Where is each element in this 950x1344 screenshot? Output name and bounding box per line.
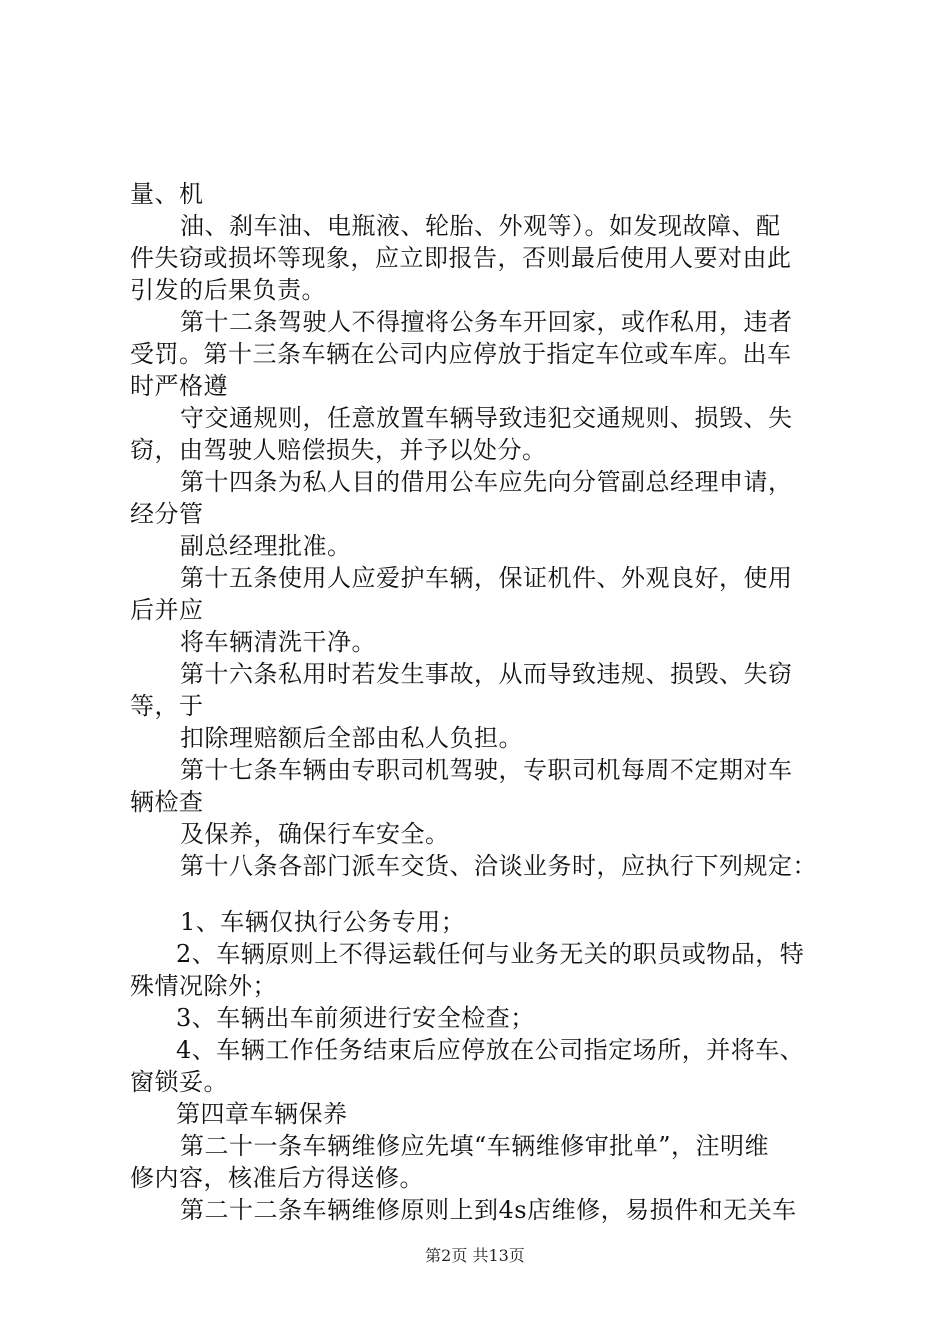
text-line: 守交通规则，任意放置车辆导致违犯交通规则、损毁、失 (180, 404, 793, 432)
text-line: 第二十二条车辆维修原则上到4s店维修，易损件和无关车 (180, 1196, 797, 1224)
text-line: 第二十一条车辆维修应先填“车辆维修审批单”，注明维 (180, 1132, 770, 1160)
page-number-footer: 第2页 共13页 (425, 1246, 525, 1265)
text-line: 第十八条各部门派车交货、洽谈业务时，应执行下列规定： (180, 852, 817, 880)
text-line: 扣除理赔额后全部由私人负担。 (180, 724, 523, 752)
text-line: 窗锁妥。 (130, 1068, 228, 1096)
text-line: 引发的后果负责。 (130, 276, 326, 304)
text-line: 受罚。第十三条车辆在公司内应停放于指定车位或车库。出车 (130, 340, 792, 368)
text-line: 时严格遵 (130, 372, 228, 400)
text-line: 油、刹车油、电瓶液、轮胎、外观等）。如发现故障、配 (180, 212, 781, 240)
text-line: 量、机 (130, 180, 204, 208)
text-line: 第十七条车辆由专职司机驾驶，专职司机每周不定期对车 (180, 756, 793, 784)
chapter-heading: 第四章车辆保养 (176, 1100, 348, 1128)
text-line: 将车辆清洗干净。 (180, 628, 376, 656)
text-line: 第十二条驾驶人不得擅将公务车开回家，或作私用，违者 (180, 308, 793, 336)
text-line: 等，于 (130, 692, 204, 720)
text-line: 殊情况除外； (130, 972, 277, 1000)
text-line: 副总经理批准。 (180, 532, 352, 560)
text-line: 后并应 (130, 596, 204, 624)
list-item: 2、车辆原则上不得运载任何与业务无关的职员或物品，特 (176, 940, 805, 968)
list-item: 3、车辆出车前须进行安全检查； (176, 1004, 535, 1032)
text-line: 辆检查 (130, 788, 204, 816)
text-line: 第十四条为私人目的借用公车应先向分管副总经理申请， (180, 468, 793, 496)
text-line: 第十五条使用人应爱护车辆，保证机件、外观良好，使用 (180, 564, 793, 592)
text-line: 窃，由驾驶人赔偿损失，并予以处分。 (130, 436, 547, 464)
text-line: 及保养，确保行车安全。 (180, 820, 450, 848)
list-item: 1、车辆仅执行公务专用； (180, 908, 466, 936)
text-line: 经分管 (130, 500, 204, 528)
text-line: 修内容，核准后方得送修。 (130, 1164, 424, 1192)
text-line: 件失窃或损坏等现象，应立即报告，否则最后使用人要对由此 (130, 244, 792, 272)
text-line: 第十六条私用时若发生事故，从而导致违规、损毁、失窃 (180, 660, 793, 688)
list-item: 4、车辆工作任务结束后应停放在公司指定场所，并将车、 (176, 1036, 805, 1064)
